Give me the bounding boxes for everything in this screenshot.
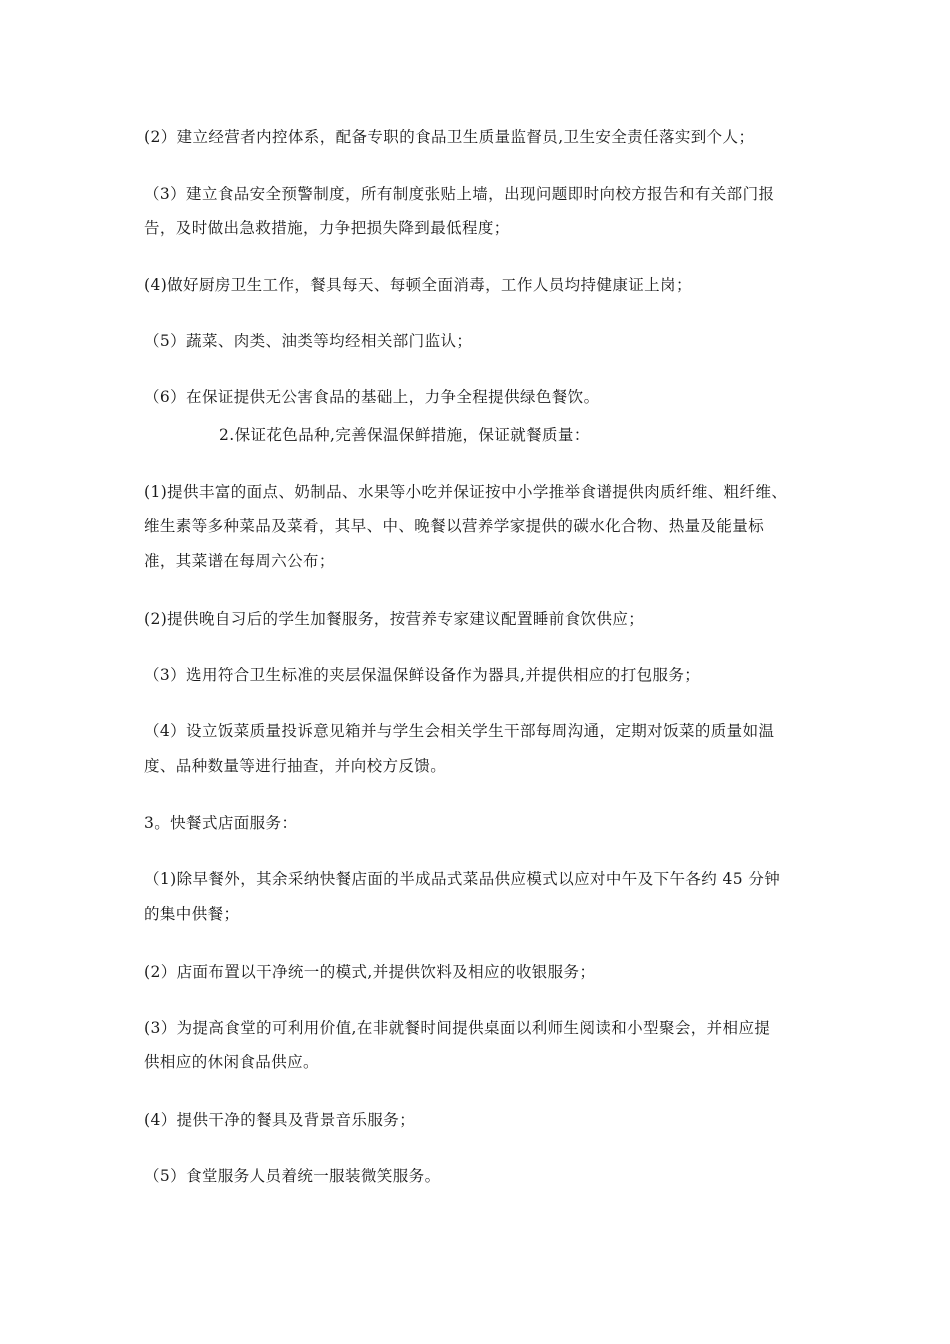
paragraph-line: 维生素等多种菜品及菜肴，其早、中、晚餐以营养学家提供的碳水化合物、热量及能量标: [144, 517, 765, 535]
section-heading: 2.保证花色品种,完善保温保鲜措施，保证就餐质量：: [219, 426, 590, 444]
paragraph-line: （5）食堂服务人员着统一服装微笑服务。: [144, 1167, 441, 1185]
paragraph-line: （5）蔬菜、肉类、油类等均经相关部门监认；: [144, 332, 473, 350]
paragraph-line: (3）为提高食堂的可利用价值,在非就餐时间提供桌面以利师生阅读和小型聚会，并相应提: [144, 1019, 771, 1037]
paragraph-line: （3）选用符合卫生标准的夹层保温保鲜设备作为器具,并提供相应的打包服务；: [144, 666, 701, 684]
paragraph-line: (4)做好厨房卫生工作，餐具每天、每顿全面消毒，工作人员均持健康证上岗；: [144, 276, 692, 294]
paragraph-line: (2）店面布置以干净统一的模式,并提供饮料及相应的收银服务；: [144, 963, 596, 981]
paragraph-line: (2）建立经营者内控体系，配备专职的食品卫生质量监督员,卫生安全责任落实到个人；: [144, 128, 755, 146]
section-heading: 3。快餐式店面服务：: [144, 814, 298, 832]
paragraph-line: （6）在保证提供无公害食品的基础上，力争全程提供绿色餐饮。: [144, 388, 600, 406]
paragraph-line: (1)提供丰富的面点、奶制品、水果等小吃并保证按中小学推举食谱提供肉质纤维、粗纤维、: [144, 483, 788, 501]
paragraph-line: （3）建立食品安全预警制度，所有制度张贴上墙，出现问题即时向校方报告和有关部门报: [144, 185, 775, 203]
paragraph-line: 度、品种数量等进行抽查，并向校方反馈。: [144, 757, 447, 775]
paragraph-line: （1)除早餐外，其余采纳快餐店面的半成品式菜品供应模式以应对中午及下午各约 45 分钟: [144, 870, 781, 888]
paragraph-line: 准，其菜谱在每周六公布；: [144, 552, 335, 570]
paragraph-line: 的集中供餐；: [144, 905, 240, 923]
paragraph-line: (2)提供晚自习后的学生加餐服务，按营养专家建议配置睡前食饮供应；: [144, 610, 645, 628]
paragraph-line: （4）设立饭菜质量投诉意见箱并与学生会相关学生干部每周沟通，定期对饭菜的质量如温: [144, 722, 775, 740]
paragraph-line: 供相应的休闲食品供应。: [144, 1053, 319, 1071]
paragraph-line: 告，及时做出急救措施，力争把损失降到最低程度；: [144, 219, 510, 237]
paragraph-line: (4）提供干净的餐具及背景音乐服务；: [144, 1111, 416, 1129]
